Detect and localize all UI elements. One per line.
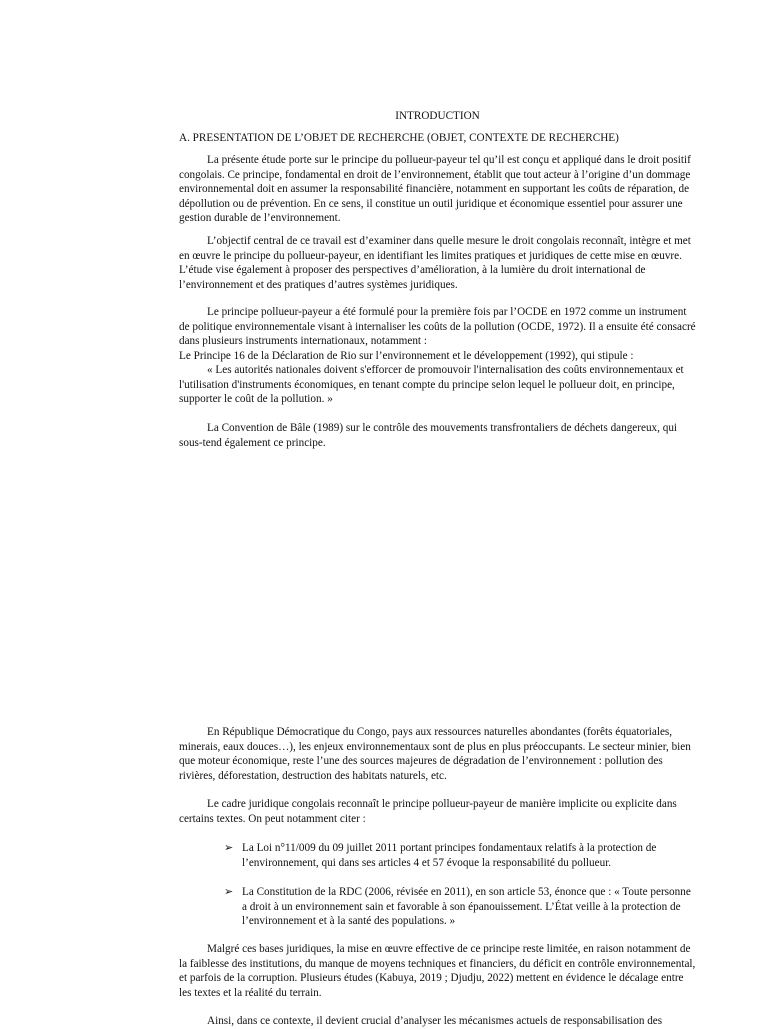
rio-principle-line: Le Principe 16 de la Déclaration de Rio sur l’environnement et le développement (1992), qui stipule :	[179, 350, 634, 362]
page-title: INTRODUCTION	[395, 110, 480, 122]
rio-quote: « Les autorités nationales doivent s'efforcer de promouvoir l'internalisation des coûts environnementaux et l'utilisation d'instruments économiques, en tenant compte du principe selon lequel le pollueur doit, en principe, supporter le coût de la pollution. »	[179, 364, 684, 405]
list-item	[224, 841, 696, 870]
arrow-bullet-icon: ➢	[224, 886, 234, 898]
paragraph-limits: Malgré ces bases juridiques, la mise en œuvre effective de ce principe reste limitée, en raison notamment de la faiblesse des institutions, du manque de moyens techniques et financiers, du déficit en contrôle environnemental, et parfois de la corruption. Plusieurs études (Kabuya, 2019 ; Djudju, 2022) mettent en évidence le décalage entre les textes et la réalité du terrain.	[179, 943, 696, 999]
arrow-bullet-icon: ➢	[224, 842, 234, 854]
list-item	[224, 885, 696, 929]
paragraph-legal-framework: Le cadre juridique congolais reconnaît le principe pollueur-payeur de manière implicite ou explicite dans certains textes. On peut notamment citer :	[179, 798, 677, 825]
list-item-text: La Loi n°11/009 du 09 juillet 2011 portant principes fondamentaux relatifs à la protection de l’environnement, qui dans ses articles 4 et 57 évoque la responsabilité du pollueur.	[242, 842, 657, 869]
list-item-text: La Constitution de la RDC (2006, révisée en 2011), en son article 53, énonce que : « Toute personne a droit à un environnement sain et favorable à son épanouissement. L’État veille à la protection de l’environnement et à la santé des populations. »	[242, 886, 691, 927]
paragraph-conclusion-fragment: Ainsi, dans ce contexte, il devient crucial d’analyser les mécanismes actuels de responsabilisation des	[207, 1015, 663, 1027]
bullet-list	[224, 841, 696, 929]
paragraph-basel: La Convention de Bâle (1989) sur le contrôle des mouvements transfrontaliers de déchets dangereux, qui sous-tend également ce principe.	[179, 422, 678, 449]
section-heading: A. PRESENTATION DE L’OBJET DE RECHERCHE (OBJET, CONTEXTE DE RECHERCHE)	[179, 132, 619, 144]
paragraph-2: L’objectif central de ce travail est d’examiner dans quelle mesure le droit congolais reconnaît, intègre et met en œuvre le principe du pollueur-payeur, en identifiant les limites pratiques et juridiques de cette mise en œuvre. L’étude vise également à proposer des perspectives d’amélioration, à la lumière du droit international de l’environnement et des pratiques d’autres systèmes juridiques.	[179, 235, 691, 291]
paragraph-3: Le principe pollueur-payeur a été formulé pour la première fois par l’OCDE en 1972 comme un instrument de politique environnementale visant à internaliser les coûts de la pollution (OCDE, 1972). Il a ensuite été consacré dans plusieurs instruments internationaux, notamment :	[179, 306, 696, 347]
paragraph-rdc: En République Démocratique du Congo, pays aux ressources naturelles abondantes (forêts équatoriales, minerais, eaux douces…), les enjeux environnementaux sont de plus en plus préoccupants. Le secteur minier, bien que moteur économique, reste l’une des sources majeures de dégradation de l’environnement : pollution des rivières, déforestation, destruction des habitats naturels, etc.	[179, 726, 691, 782]
paragraph-1: La présente étude porte sur le principe du pollueur-payeur tel qu’il est conçu et appliqué dans le droit positif congolais. Ce principe, fondamental en droit de l’environnement, établit que tout acteur à l’origine d’un dommage environnemental doit en assumer la responsabilité financière, notamment en supportant les coûts de réparation, de dépollution ou de prévention. En ce sens, il constitue un outil juridique et économique essentiel pour assurer une gestion durable de l’environnement.	[179, 154, 691, 224]
